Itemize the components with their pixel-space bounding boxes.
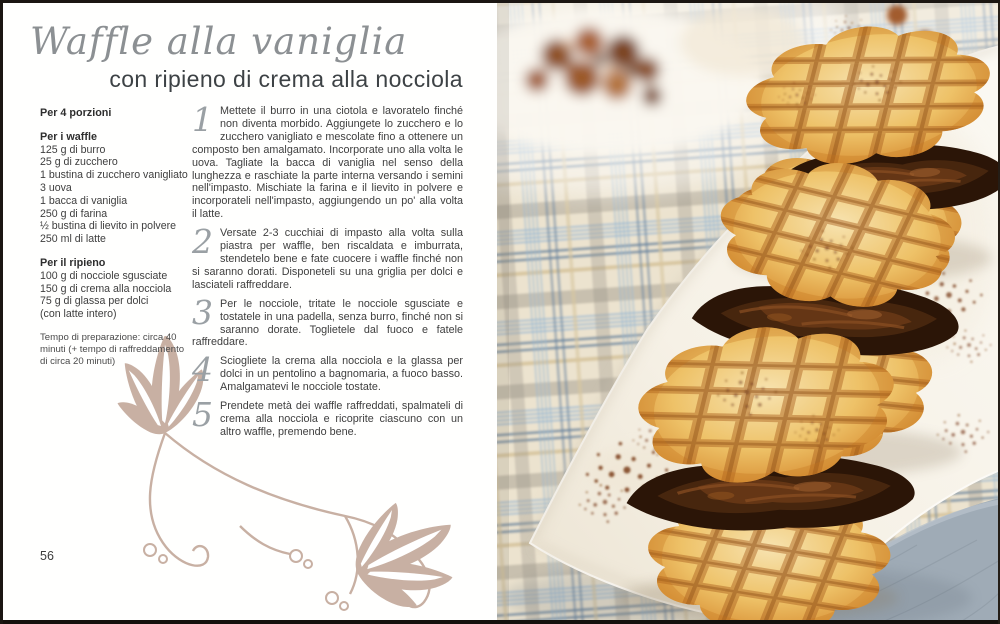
ingredient-item: (con latte intero) <box>40 308 117 321</box>
recipe-photo <box>497 0 1000 624</box>
waffle-photo-illustration <box>497 0 1000 624</box>
step-text: Versate 2-3 cucchiai di impasto alla volta sulla piastra per waffle, ben riscaldata e imburrata, stendetelo bene e fate cuocere i waffle finché non si saranno dorati. Disponeteli su una griglia per dolci e lasciateli raffreddare. <box>192 227 463 291</box>
ingredient-item: 250 ml di latte <box>40 233 106 246</box>
ingredient-item: 1 bustina di zucchero vanigliato <box>40 169 188 182</box>
step-number: 5 <box>192 395 213 435</box>
step-item <box>192 292 463 350</box>
step-number: 3 <box>192 292 213 332</box>
step-item <box>192 100 463 221</box>
step-item <box>192 350 463 394</box>
step-item <box>192 222 463 292</box>
ornament-berries <box>144 544 348 610</box>
ingredient-item: 125 g di burro <box>40 143 106 156</box>
step-item <box>192 395 463 439</box>
ingredients-column <box>40 107 192 369</box>
ingredient-item: 1 bacca di vaniglia <box>40 194 128 207</box>
page-gutter-shadow <box>497 0 509 624</box>
recipe-page <box>0 0 497 624</box>
step-number: 4 <box>192 350 213 390</box>
ingredient-item: 25 g di zucchero <box>40 156 118 169</box>
ingredient-item: ½ bustina di lievito in polvere <box>40 220 177 233</box>
step-number: 1 <box>192 100 213 139</box>
step-number: 2 <box>192 222 213 262</box>
step-text: Sciogliete la crema alla nocciola e la glassa per dolci in un pentolino a bagnomaria, a fuoco basso. Amalgamatevi le nocciole tostate. <box>220 355 463 394</box>
ingredient-list-waffle <box>40 144 192 246</box>
ingredient-item: 3 uova <box>40 181 72 194</box>
recipe-subtitle: con ripieno di crema alla nocciola <box>109 66 463 92</box>
servings-heading: Per 4 porzioni <box>40 107 112 119</box>
prep-time-note: Tempo di preparazione: circa 40 minuti (+ tempo di raffreddamento di circa 20 minuti) <box>40 331 185 368</box>
method-steps <box>192 100 463 445</box>
ingredient-list-filling <box>40 270 192 321</box>
ingredient-group-heading: Per i waffle <box>40 130 98 143</box>
ingredient-item: 100 g di nocciole sgusciate <box>40 269 168 282</box>
ingredient-group-heading: Per il ripieno <box>40 256 106 269</box>
step-text: Per le nocciole, tritate le nocciole sgusciate e tostatele in una padella, senza burro, finché non si saranno dorate. Toglietele dal fuoco e fatele raffreddare. <box>192 297 463 349</box>
ingredient-item: 250 g di farina <box>40 207 108 220</box>
step-text: Mettete il burro in una ciotola e lavoratelo finché non diventa morbido. Aggiungete lo zucchero e lo zucchero vanigliato e mescolate fino a ottenere un composto ben amalgamato. Incorporate uno alla volta le uova. Tagliate la bacca di vaniglia nel senso della lunghezza e raschiate la parte interna versando i semini nell'impasto. Mischiate la farina e il lievito in polvere e incorporateli nell'impasto, aggiungendo un po' alla volta il latte. <box>192 105 463 221</box>
step-text: Prendete metà dei waffle raffreddati, spalmateli di crema alla nocciola e ricoprite ciascuno con un altro waffle, premendo bene. <box>220 400 463 438</box>
ingredient-item: 150 g di crema alla nocciola <box>40 282 172 295</box>
recipe-title: Waffle alla vaniglia <box>30 20 408 63</box>
ingredient-item: 75 g di glassa per dolci <box>40 295 149 308</box>
page-number: 56 <box>40 549 54 563</box>
